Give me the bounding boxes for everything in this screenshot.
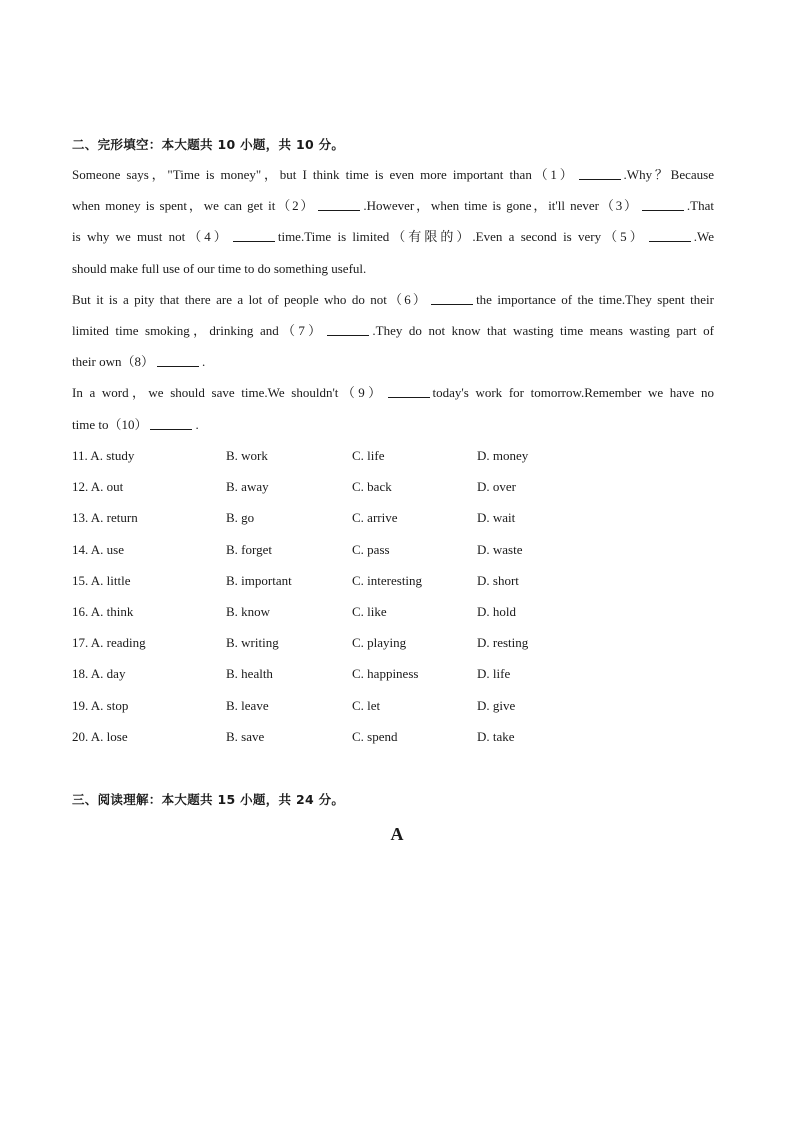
blank-10 [150,416,192,430]
blank-1 [579,166,621,180]
option-row: 11. A. study B. work C. life D. money [72,448,529,463]
blank-4 [233,228,275,242]
option-row: 16. A. think B. know C. like D. hold [72,603,516,619]
passage-label: A [390,824,404,844]
cloze-passage [72,159,714,440]
option-row: 19. A. stop B. leave C. let D. give [72,697,516,713]
passage-line-2: when money is spent，we can get it（2） .However，when time is gone，it'll never（3） .That [72,198,714,214]
blank-7 [327,322,369,336]
option-row: 14. A. use B. forget C. pass D. waste [72,541,523,557]
blank-3 [642,197,684,211]
blank-5 [649,228,691,242]
blank-8 [157,353,199,367]
option-row: 12. A. out B. away C. back D. over [72,479,516,495]
answer-options [72,440,632,752]
passage-line-3: is why we must not（4） time.Time is limited（有限的）.Even a second is very（5） .We [72,229,714,245]
blank-2 [318,197,360,211]
passage-line-4: should make full use of our time to do something useful. [72,260,367,276]
option-row: 15. A. little B. important C. interesting D. short [72,572,519,588]
option-row: 20. A. lose B. save C. spend D. take [72,728,515,744]
passage-line-9: time to（10） . [72,416,199,432]
passage-line-5: But it is a pity that there are a lot of people who do not（6） the importance of the time.They spent their [72,291,714,307]
option-row: 13. A. return B. go C. arrive D. wait [72,510,516,526]
option-row: 18. A. day B. health C. happiness D. life [72,666,511,682]
blank-6 [431,291,473,305]
passage-line-8: In a word，we should save time.We shouldn't（9） today's work for tomorrow.Remember we have no [72,385,714,401]
section-3-heading: 三、阅读理解：本大题共 15 小题，共 24 分。 [72,792,345,807]
option-row: 17. A. reading B. writing C. playing D. resting [72,635,529,651]
passage-line-1: Someone says，"Time is money"，but I think time is even more important than（1） .Why？Because [72,167,714,182]
blank-9 [388,384,430,398]
passage-line-6: limited time smoking，drinking and（7） .They do not know that wasting time means wasting part of [72,322,714,338]
passage-line-7: their own（8） . [72,354,206,370]
section-2-heading: 二、完形填空：本大题共 10 小题，共 10 分。 [72,137,345,152]
